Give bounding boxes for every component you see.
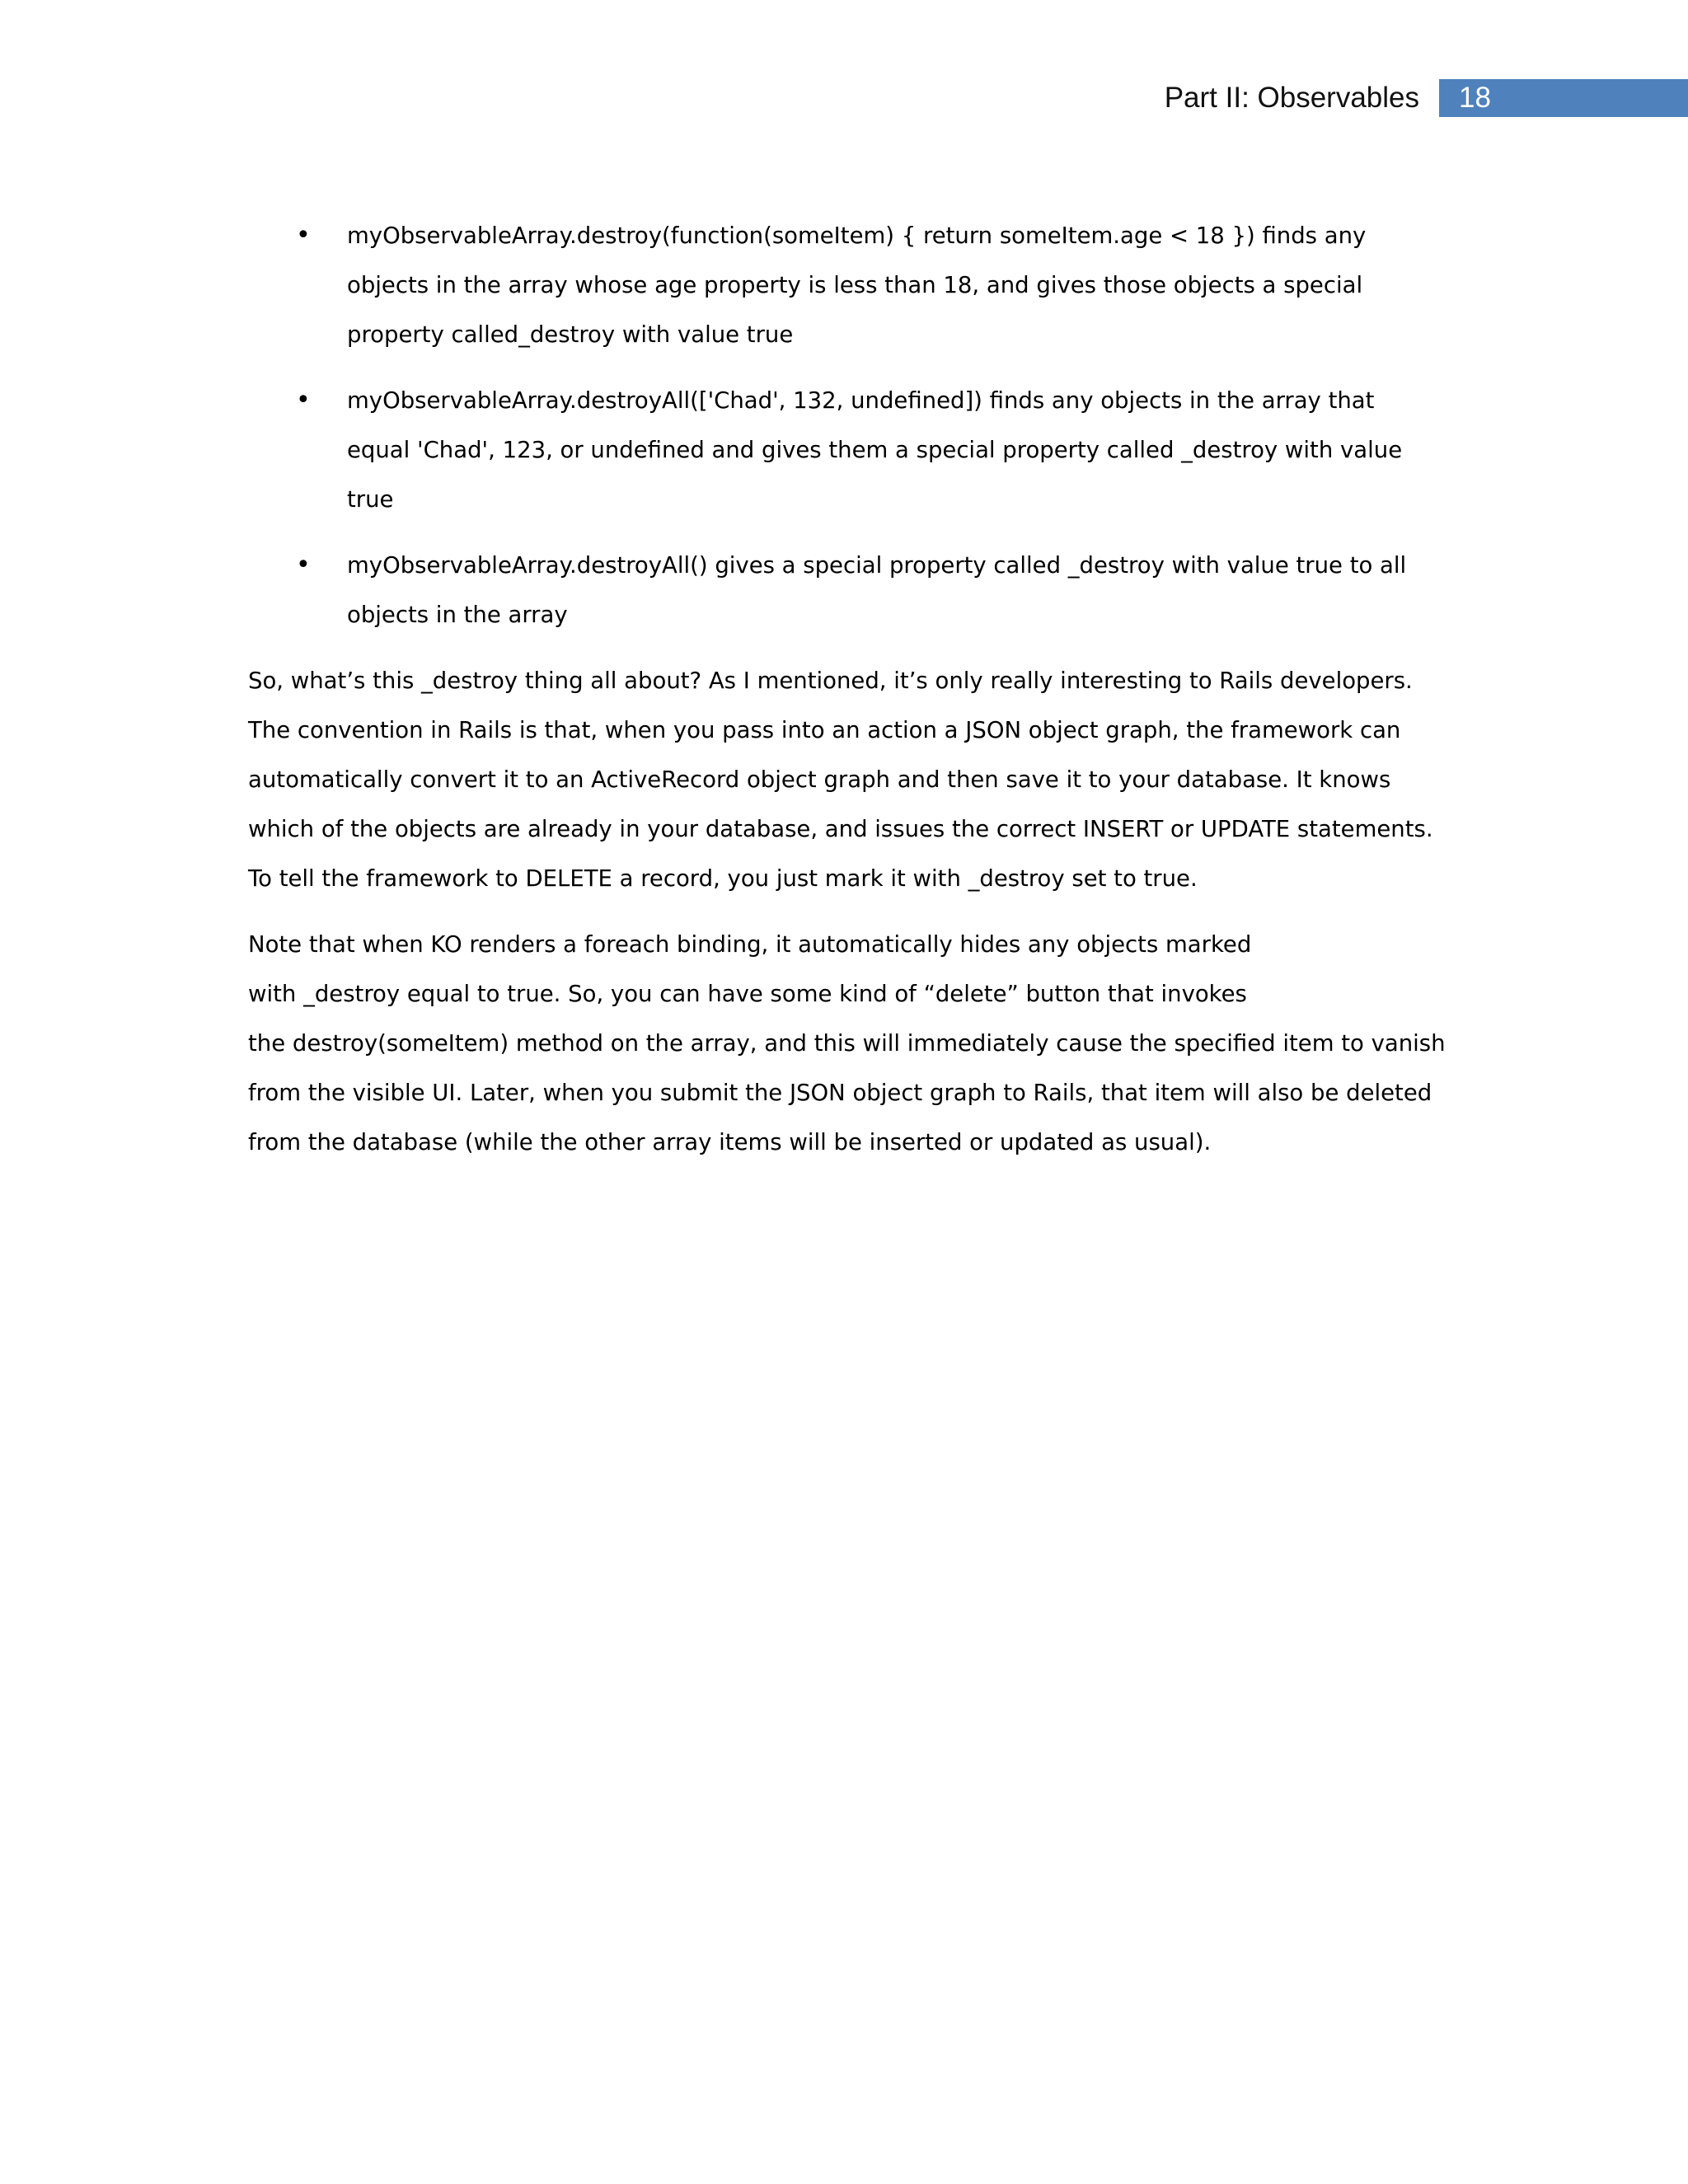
text-line: To tell the framework to DELETE a record, you just mark it with _destroy set to true. xyxy=(248,865,1198,892)
list-item xyxy=(248,541,1451,640)
text-line: from the visible UI. Later, when you submit the JSON object graph to Rails, that item will also be deleted xyxy=(248,1080,1432,1106)
text-line: from the database (while the other array items will be inserted or updated as usual). xyxy=(248,1129,1212,1155)
page-number: 18 xyxy=(1439,79,1688,117)
text-line: which of the objects are already in your database, and issues the correct INSERT or UPDATE statements. xyxy=(248,816,1433,842)
bullet-list xyxy=(248,211,1451,640)
text-line: myObservableArray.destroy(function(someItem) { return someItem.age < 18 }) finds any xyxy=(347,223,1367,249)
header-title: Part II: Observables xyxy=(1164,82,1419,114)
text-line: objects in the array whose age property is less than 18, and gives those objects a special xyxy=(347,272,1363,298)
text-line: with _destroy equal to true. So, you can have some kind of “delete” button that invokes xyxy=(248,981,1247,1007)
paragraph xyxy=(248,920,1451,1167)
bullet-icon: • xyxy=(296,221,311,250)
text-line: automatically convert it to an ActiveRecord object graph and then save it to your database. It knows xyxy=(248,766,1391,793)
text-line: objects in the array xyxy=(347,602,568,628)
bullet-icon: • xyxy=(296,386,311,415)
text-line: The convention in Rails is that, when you pass into an action a JSON object graph, the framework can xyxy=(248,717,1401,743)
text-line: myObservableArray.destroyAll() gives a special property called _destroy with value true to all xyxy=(347,552,1407,579)
paragraph xyxy=(248,656,1451,903)
list-item xyxy=(248,211,1451,359)
text-line: the destroy(someItem) method on the array, and this will immediately cause the specified item to vanish xyxy=(248,1030,1446,1057)
page-header xyxy=(1165,79,1688,117)
text-line: So, what’s this _destroy thing all about? As I mentioned, it’s only really interesting to Rails developers. xyxy=(248,668,1413,694)
list-item xyxy=(248,376,1451,524)
bullet-icon: • xyxy=(296,551,311,579)
document-body xyxy=(248,211,1451,1183)
text-line: equal 'Chad', 123, or undefined and gives them a special property called _destroy with value true xyxy=(347,437,1403,513)
text-line: Note that when KO renders a foreach binding, it automatically hides any objects marked xyxy=(248,931,1252,958)
text-line: property called_destroy with value true xyxy=(347,321,794,348)
text-line: myObservableArray.destroyAll(['Chad', 132, undefined]) finds any objects in the array that xyxy=(347,387,1375,414)
